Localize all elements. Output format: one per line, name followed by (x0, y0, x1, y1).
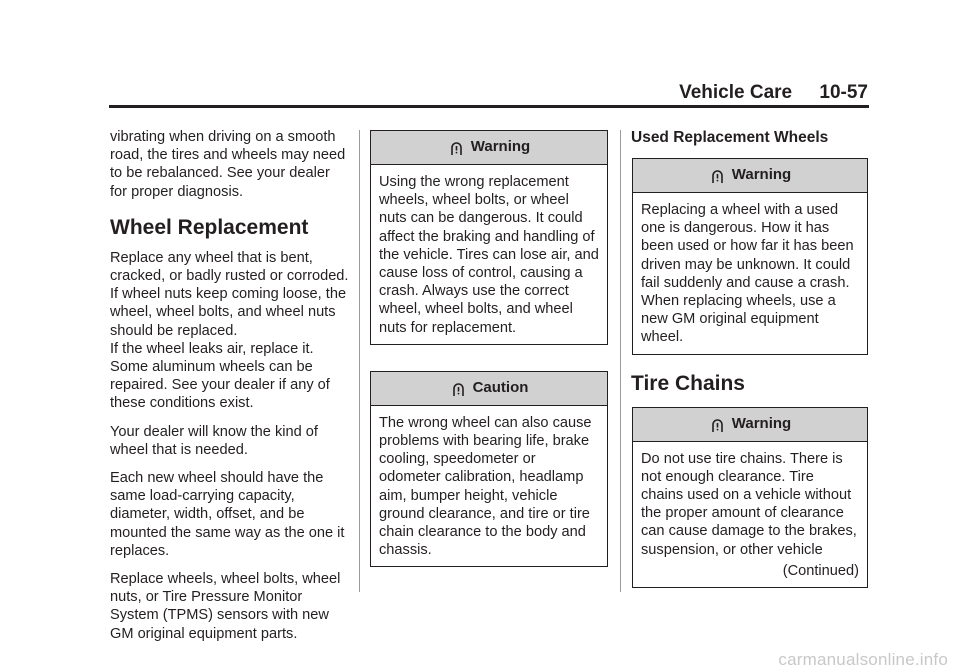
warning-box (632, 158, 868, 355)
paragraph: Replace any wheel that is bent, cracked, or badly rusted or corroded. If wheel nuts keep coming loose, the wheel, wheel bolts, and wheel nuts should be replaced. (110, 249, 349, 339)
caution-box-body (371, 406, 607, 567)
column-3 (631, 128, 869, 588)
warning-title: Warning (470, 138, 531, 156)
warning-symbol-icon (709, 416, 726, 433)
warning-box-body (633, 442, 867, 587)
header-rule (109, 105, 869, 108)
page-number: 10-57 (819, 82, 868, 103)
caution-box-header (371, 372, 607, 406)
heading-used-replacement-wheels: Used Replacement Wheels (631, 129, 829, 146)
warning-box-header (633, 408, 867, 442)
watermark: carmanualsonline.info (778, 650, 948, 669)
caution-text: The wrong wheel can also cause problems with bearing life, brake cooling, speedometer or odometer calibration, headlamp aim, bumper height, vehicle ground clearance, and tire or tire chain clearance to the body and chassis. (379, 414, 592, 559)
warning-title: Warning (731, 415, 792, 433)
warning-title: Warning (731, 166, 792, 184)
warning-text: Replacing a wheel with a used one is dangerous. How it has been used or how far it has been driven may be unknown. It could fail suddenly and cause a crash. When replacing wheels, use a new GM original equipment wheel. (641, 202, 854, 346)
heading-tire-chains: Tire Chains (631, 371, 745, 395)
warning-symbol-icon (448, 139, 465, 156)
warning-box-body (371, 165, 607, 344)
paragraph: If the wheel leaks air, replace it. Some aluminum wheels can be repaired. See your dealer if any of these conditions exist. (110, 340, 330, 412)
caution-title: Caution (472, 379, 529, 397)
column-1 (110, 128, 350, 653)
heading-wheel-replacement: Wheel Replacement (110, 215, 309, 239)
warning-text: Using the wrong replacement wheels, wheel bolts, or wheel nuts can be dangerous. It could affect the braking and handling of the vehicle. Tires can lose air, and cause loss of control, causing a crash. Always use the correct wheel, wheel bolts, and wheel nuts for replacement. (379, 174, 599, 336)
column-2 (370, 130, 608, 567)
paragraph: Your dealer will know the kind of wheel that is needed. (110, 423, 318, 458)
column-divider-1 (359, 130, 360, 592)
section-title: Vehicle Care (679, 82, 793, 103)
warning-text: Do not use tire chains. There is not enough clearance. Tire chains used on a vehicle without the proper amount of clearance can cause damage to the brakes, suspension, or other vehicle (641, 450, 857, 558)
paragraph: Replace wheels, wheel bolts, wheel nuts, or Tire Pressure Monitor System (TPMS) sensors with new GM original equipment parts. (110, 571, 341, 642)
warning-symbol-icon (450, 380, 467, 397)
warning-box (632, 407, 868, 588)
paragraph: vibrating when driving on a smooth road, the tires and wheels may need to be rebalanced. See your dealer for proper diagnosis. (110, 129, 346, 200)
caution-box (370, 371, 608, 568)
paragraph: Each new wheel should have the same load-carrying capacity, diameter, width, offset, and be mounted the same way as the one it replaces. (110, 470, 345, 559)
continued-label: (Continued) (782, 562, 859, 579)
page-header (679, 82, 868, 104)
warning-box-header (371, 131, 607, 165)
warning-symbol-icon (709, 167, 726, 184)
warning-box-header (633, 159, 867, 193)
warning-box-body (633, 193, 867, 354)
warning-box (370, 130, 608, 345)
column-divider-2 (620, 130, 621, 592)
